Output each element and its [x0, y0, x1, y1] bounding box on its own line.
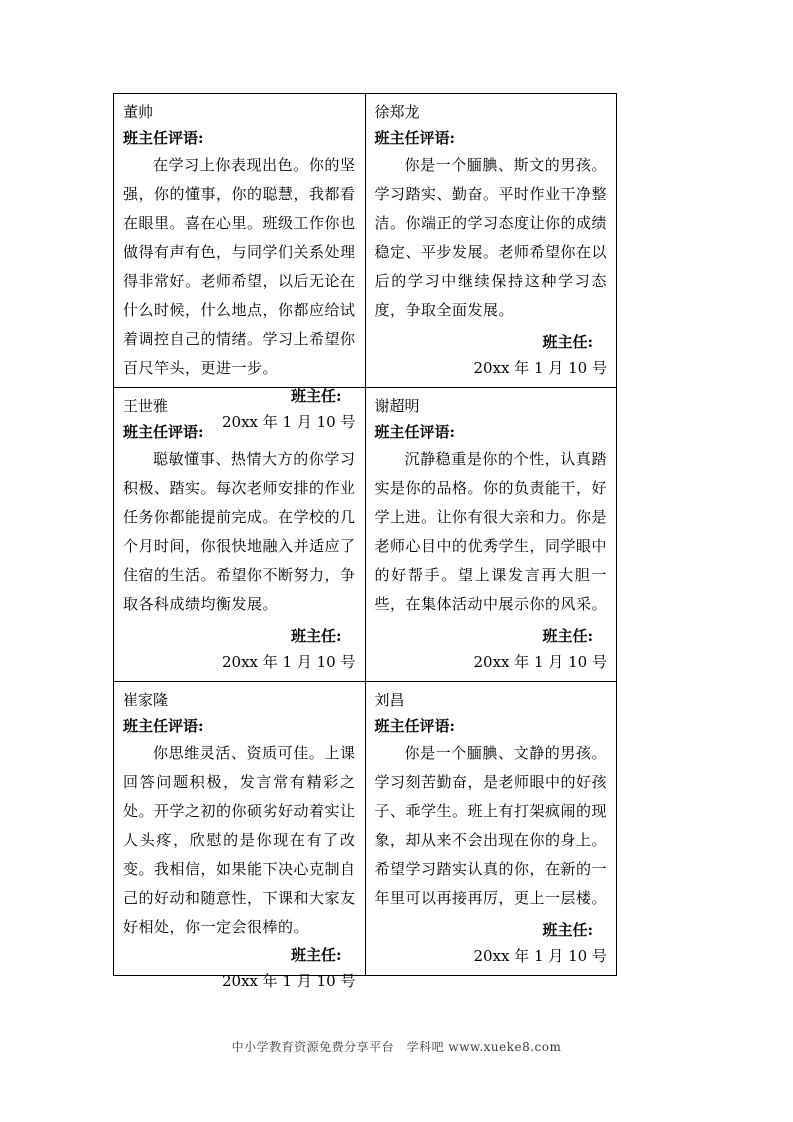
signature-block: [375, 917, 608, 969]
comment-text: 你是一个腼腆、文静的男孩。学习刻苦勤奋，是老师眼中的好孩子、乖学生。班上有打架疯闹的现象，却从来不会出现在你的身上。希望学习踏实认真的你，在新的一年里可以再接再厉，更上一层楼。: [374, 744, 608, 907]
comment-label: 班主任评语:: [374, 129, 456, 147]
student-name: 王世雅: [123, 397, 169, 415]
signature-block: [375, 623, 608, 675]
teacher-label: 班主任:: [290, 627, 342, 645]
comment-text: 在学习上你表现出色。你的坚强，你的懂事，你的聪慧，我都看在眼里。喜在心里。班级工作你也做得有声有色，与同学们关系处理得非常好。老师希望，以后无论在什么时候，什么地点，你都应给试着调控自己的情绪。学习上希望你百尺竿头，更进一步。: [123, 156, 356, 377]
teacher-label: 班主任:: [542, 627, 593, 645]
comment-label: 班主任评语:: [123, 717, 204, 735]
student-name: 谢超明: [374, 397, 420, 415]
comment-cell: [365, 388, 617, 682]
signature-block: [375, 329, 608, 381]
comment-label: 班主任评语:: [123, 423, 204, 441]
comment-label: 班主任评语:: [374, 423, 456, 441]
signature-block: [123, 623, 356, 675]
comment-cell: [114, 682, 366, 990]
student-name: 徐郑龙: [374, 103, 420, 121]
table-row: [114, 682, 617, 976]
comment-label: 班主任评语:: [374, 717, 456, 735]
table-row: [114, 94, 617, 388]
page-footer: 中小学教育资源免费分享平台 学科吧 www.xueke8.com: [231, 1040, 562, 1054]
teacher-label: 班主任:: [542, 921, 593, 939]
comment-text: 沉静稳重是你的个性，认真踏实是你的品格。你的负责能干，好学上进。让你有很大亲和力。你是老师心目中的优秀学生，同学眼中的好帮手。望上课发言再大胆一些，在集体活动中展示你的风采。: [374, 450, 608, 613]
teacher-label: 班主任:: [290, 387, 342, 405]
comment-text: 你思维灵活、资质可佳。上课回答问题积极，发言常有精彩之处。开学之初的你硕劣好动着实让人头疼，欣慰的是你现在有了改变。我相信，如果能下决心克制自己的好动和随意性，下课和大家友好相处，你一定会很棒的。: [123, 744, 356, 936]
date-line: 20xx 年 1 月 10 号: [473, 359, 607, 377]
teacher-label: 班主任:: [542, 333, 593, 351]
signature-block: [123, 942, 356, 994]
student-name: 刘昌: [374, 691, 405, 709]
comment-cell: [114, 388, 366, 682]
student-name: 董帅: [123, 103, 154, 121]
comment-text: 你是一个腼腆、斯文的男孩。学习踏实、勤奋。平时作业干净整洁。你端正的学习态度让你的成绩稳定、平步发展。老师希望你在以后的学习中继续保持这种学习态度，争取全面发展。: [374, 156, 608, 319]
date-line: 20xx 年 1 月 10 号: [222, 413, 356, 431]
date-line: 20xx 年 1 月 10 号: [222, 972, 356, 990]
student-name: 崔家隆: [123, 691, 169, 709]
comment-cell: [365, 682, 617, 976]
table-row: [114, 388, 617, 682]
date-line: 20xx 年 1 月 10 号: [473, 653, 607, 671]
teacher-label: 班主任:: [290, 946, 342, 964]
comment-cell: [365, 94, 617, 388]
comment-label: 班主任评语:: [123, 129, 204, 147]
date-line: 20xx 年 1 月 10 号: [222, 653, 356, 671]
comments-table: [113, 93, 617, 990]
date-line: 20xx 年 1 月 10 号: [473, 947, 607, 965]
comment-text: 聪敏懂事、热情大方的你学习积极、踏实。每次老师安排的作业任务你都能提前完成。在学校的几个月时间，你很快地融入并适应了住宿的生活。希望你不断努力，争取各科成绩均衡发展。: [123, 450, 356, 613]
